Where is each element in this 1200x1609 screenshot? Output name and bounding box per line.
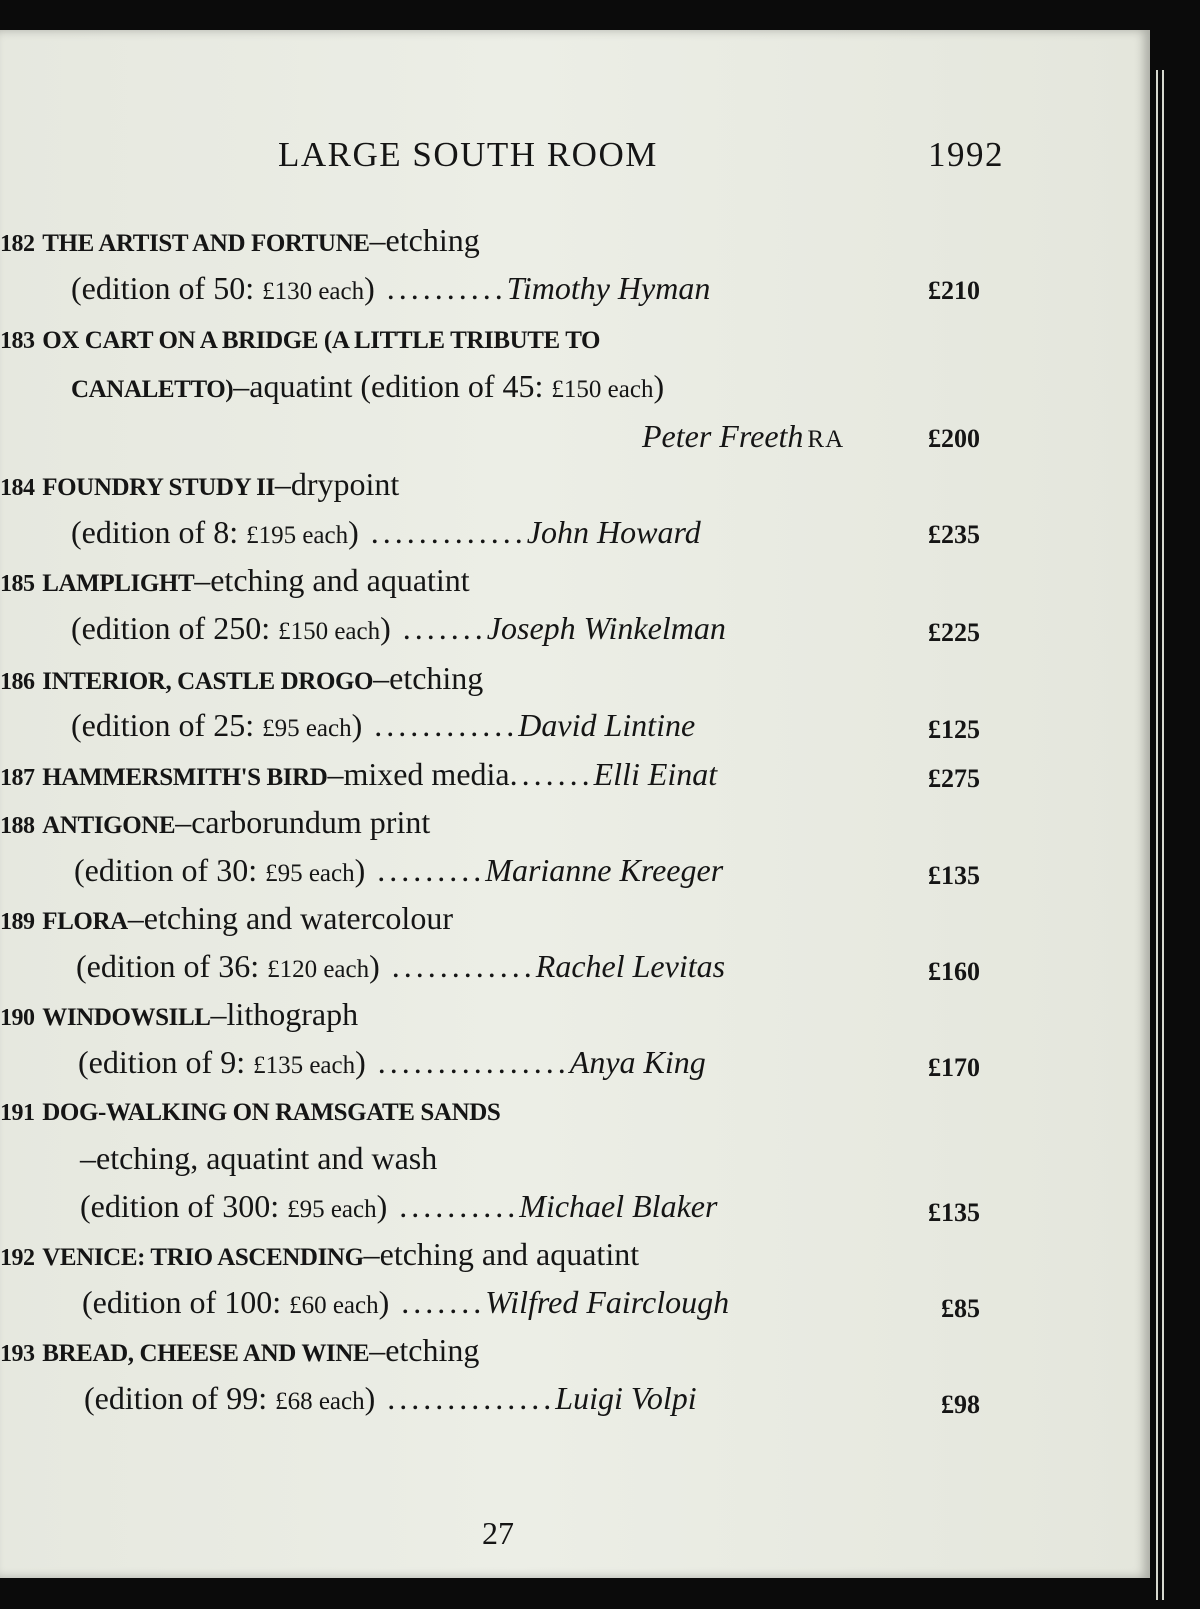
entry-title: LAMPLIGHT xyxy=(42,570,195,597)
entry-title: INTERIOR, CASTLE DROGO xyxy=(42,668,374,695)
entry-medium: etching and aquatint xyxy=(210,562,470,598)
entry-185-title-line: 185 LAMPLIGHT–etching and aquatint xyxy=(0,562,470,598)
entry-price: £135 xyxy=(928,1198,980,1227)
entry-medium: etching and aquatint xyxy=(379,1236,640,1272)
entry-artist: Timothy Hyman xyxy=(506,270,711,306)
entry-artist: Wilfred Fairclough xyxy=(485,1284,730,1320)
entry-title: DOG-WALKING ON RAMSGATE SANDS xyxy=(42,1099,501,1126)
entry-artist: Michael Blaker xyxy=(519,1188,718,1224)
entry-medium: etching xyxy=(385,222,480,258)
entry-medium: carborundum print xyxy=(191,804,431,840)
entry-number: 184 xyxy=(0,475,35,501)
entry-artist: Marianne Kreeger xyxy=(485,852,724,888)
entry-price: £98 xyxy=(941,1390,980,1419)
artist-suffix: RA xyxy=(807,426,845,453)
entry-price: £235 xyxy=(928,520,980,549)
entry-189-title-line: 189 FLORA–etching and watercolour xyxy=(0,900,453,936)
entry-number: 185 xyxy=(0,571,35,597)
page-number: 27 xyxy=(482,1515,514,1551)
entry-number: 187 xyxy=(0,765,35,791)
page-edge xyxy=(1162,70,1164,1600)
entry-price: £275 xyxy=(928,764,980,793)
entry-187-title-line: 187 HAMMERSMITH'S BIRD–mixed media.......Elli Einat xyxy=(0,756,718,792)
entry-price: £160 xyxy=(928,957,980,986)
entry-price: £85 xyxy=(941,1294,980,1323)
entry-number: 192 xyxy=(0,1245,35,1271)
entry-185-edition-line: (edition of 250: £150 each) .......Joseph Winkelman xyxy=(71,610,726,646)
entry-number: 183 xyxy=(0,328,35,354)
entry-193-title-line: 193 BREAD, CHEESE AND WINE–etching xyxy=(0,1332,480,1368)
entry-price: £200 xyxy=(928,424,980,453)
entry-number: 193 xyxy=(0,1341,35,1367)
entry-artist: Luigi Volpi xyxy=(555,1380,697,1416)
entry-number: 186 xyxy=(0,669,35,695)
entry-182-edition-line: (edition of 50: £130 each) ..........Timothy Hyman xyxy=(71,270,711,306)
entry-188-edition-line: (edition of 30: £95 each) .........Marianne Kreeger xyxy=(74,852,724,888)
entry-title: FOUNDRY STUDY II xyxy=(42,474,275,501)
entry-190-title-line: 190 WINDOWSILL–lithograph xyxy=(0,996,359,1032)
entry-price: £125 xyxy=(928,715,980,744)
entry-182-title-line: 182 THE ARTIST AND FORTUNE–etching xyxy=(0,222,480,258)
entry-183-title-line xyxy=(0,320,600,364)
entry-title: BREAD, CHEESE AND WINE xyxy=(42,1340,370,1367)
entry-186-edition-line: (edition of 25: £95 each) ............David Lintine xyxy=(71,707,696,743)
entry-artist: David Lintine xyxy=(518,707,696,743)
entry-price: £225 xyxy=(928,618,980,647)
entry-186-title-line: 186 INTERIOR, CASTLE DROGO–etching xyxy=(0,660,484,696)
entry-medium: etching and watercolour xyxy=(143,900,453,936)
entry-artist: John Howard xyxy=(526,514,701,550)
page-title: LARGE SOUTH ROOM xyxy=(278,135,658,174)
entry-price: £210 xyxy=(928,276,980,305)
entry-medium: etching, aquatint and wash xyxy=(96,1140,438,1176)
entry-183-title-line-2: CANALETTO)–aquatint (edition of 45: £150 each) xyxy=(71,368,665,404)
entry-title: FLORA xyxy=(42,908,128,935)
entry-medium: lithograph xyxy=(226,996,359,1032)
entry-number: 188 xyxy=(0,813,35,839)
entry-number: 182 xyxy=(0,231,35,257)
entry-medium: aquatint xyxy=(249,368,353,404)
entry-artist: Anya King xyxy=(569,1044,706,1080)
entry-price: £170 xyxy=(928,1053,980,1082)
entry-193-edition-line: (edition of 99: £68 each) ..............Luigi Volpi xyxy=(84,1380,697,1416)
entry-190-edition-line: (edition of 9: £135 each) ................Anya King xyxy=(78,1044,706,1080)
entry-188-title-line: 188 ANTIGONE–carborundum print xyxy=(0,804,431,840)
entry-title: WINDOWSILL xyxy=(42,1004,211,1031)
page-edge xyxy=(1156,70,1158,1600)
entry-medium: mixed media xyxy=(343,756,510,792)
entry-medium: etching xyxy=(389,660,484,696)
entry-191-title-line xyxy=(0,1092,500,1136)
entry-artist: Rachel Levitas xyxy=(535,948,726,984)
page-year: 1992 xyxy=(928,135,1004,174)
entry-191-medium-line: –etching, aquatint and wash xyxy=(80,1140,438,1176)
entry-number: 189 xyxy=(0,909,35,935)
entry-title: HAMMERSMITH'S BIRD xyxy=(42,764,328,791)
entry-title: THE ARTIST AND FORTUNE xyxy=(42,230,370,257)
entry-medium: etching xyxy=(385,1332,480,1368)
entry-price: £135 xyxy=(928,861,980,890)
entry-title: OX CART ON A BRIDGE (A LITTLE TRIBUTE TO xyxy=(42,327,601,354)
entry-192-edition-line: (edition of 100: £60 each) .......Wilfred Fairclough xyxy=(82,1284,730,1320)
entry-number: 191 xyxy=(0,1100,35,1126)
entry-artist: Elli Einat xyxy=(593,756,718,792)
entry-184-edition-line: (edition of 8: £195 each) .............John Howard xyxy=(71,514,701,550)
entry-title: ANTIGONE xyxy=(42,812,176,839)
entry-medium: drypoint xyxy=(290,466,400,502)
entry-189-edition-line: (edition of 36: £120 each) ............Rachel Levitas xyxy=(76,948,726,984)
entry-183-artist-line xyxy=(642,418,844,462)
entry-artist: Joseph Winkelman xyxy=(486,610,726,646)
entry-artist: Peter Freeth xyxy=(642,418,804,454)
entry-192-title-line: 192 VENICE: TRIO ASCENDING–etching and aquatint xyxy=(0,1236,640,1272)
entry-184-title-line: 184 FOUNDRY STUDY II–drypoint xyxy=(0,466,400,502)
entry-title: VENICE: TRIO ASCENDING xyxy=(42,1244,364,1271)
entry-number: 190 xyxy=(0,1005,35,1031)
entry-191-edition-line: (edition of 300: £95 each) ..........Michael Blaker xyxy=(80,1188,718,1224)
